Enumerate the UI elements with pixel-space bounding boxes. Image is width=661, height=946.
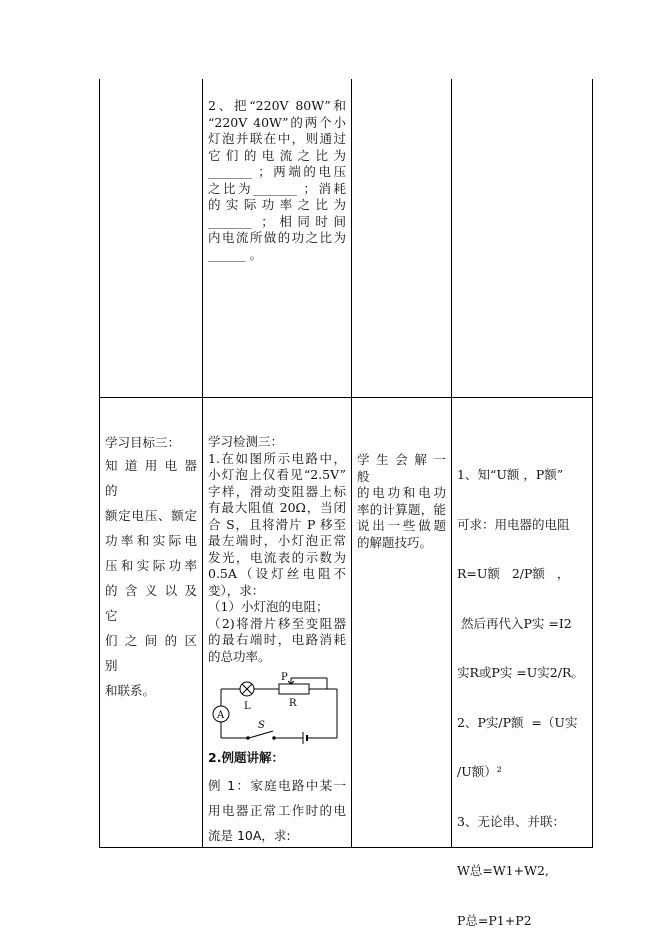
rheostat-symbol: [279, 684, 309, 694]
text-line: “220V 40W”的两个小: [208, 114, 346, 130]
text-line: 流是 10A，求:: [208, 828, 291, 843]
circuit-diagram: [207, 672, 345, 746]
slider-label: P: [281, 672, 288, 683]
table-row-divider: [99, 397, 593, 398]
text-line: 例 1：家庭电路中某一: [208, 778, 346, 793]
table-divider-2: [351, 79, 352, 848]
ammeter-label: A: [217, 710, 225, 721]
text-line: 率的计算题，能: [357, 501, 446, 517]
text-line: 3、无论串、并联：: [457, 813, 565, 829]
text-line: 合 S，且将滑片 P 移至: [208, 516, 346, 532]
table-divider-3: [451, 79, 452, 848]
switch-symbol: [249, 731, 273, 738]
text-line: R=U额 2/P额 ，: [457, 566, 570, 581]
text-line: 0.5A（设灯丝电阻不: [208, 566, 346, 581]
text-line: （1）小灯泡的电阻；: [208, 599, 329, 614]
formula-notes-cell: [457, 434, 589, 946]
text-line: 们 之 间 的 区 别: [105, 633, 197, 673]
text-line: 压和实际功率: [105, 558, 197, 573]
text-line: 学 生 会 解 一 般: [357, 452, 446, 484]
learning-check-cell: [208, 434, 346, 665]
lamp-label: L: [244, 701, 251, 712]
text-line: 实R或P实 =U实2/R。: [457, 665, 584, 680]
text-line: 说出一些做题: [357, 518, 446, 533]
text-line: _______ ；两端的电压: [208, 164, 346, 179]
text-line: 内电流所做的功之比为: [208, 230, 346, 245]
text-line: （2)将滑片移至变阻器: [208, 615, 346, 631]
text-line: 的解题技巧。: [357, 534, 433, 550]
text-line: 发光，电流表的示数为: [208, 549, 346, 565]
rheostat-label: R: [289, 698, 297, 709]
text-line: 字样，滑动变阻器上标: [208, 483, 346, 499]
text-line: 功率和实际电: [105, 533, 197, 548]
text-line: 的 含 义 以 及 它: [105, 583, 197, 623]
text-line: 2、把“220V 80W”和: [208, 98, 346, 113]
text-line: 可求：用电器的电阻: [457, 516, 570, 532]
text-line: 小灯泡上仅看见“2.5V”: [208, 467, 346, 482]
text-line: 的 实 际 功 率 之 比 为: [208, 197, 346, 212]
text-line: /U额）²: [457, 764, 502, 779]
example-section: [208, 748, 346, 848]
switch-label: S: [258, 720, 265, 731]
objective-heading: 学习目标三：: [105, 435, 181, 450]
text-line: 用电器正常工作时的电: [208, 803, 346, 818]
table-border-left: [99, 79, 100, 848]
learning-objective-cell: [105, 433, 197, 703]
row1-exercise-cell: [208, 98, 346, 263]
text-line: 2、P实/P额 =（U实: [457, 714, 578, 730]
text-line: _______ ；相同时间: [208, 213, 346, 229]
text-line: 然后再代入P实 =I2: [457, 615, 572, 631]
text-line: 和联系。: [105, 683, 156, 698]
text-line: 最左端时，小灯泡正常: [208, 533, 346, 548]
text-line: 的最右端时，电路消耗: [208, 632, 346, 647]
example-heading: 2.例题讲解：: [208, 750, 284, 765]
text-line: 灯泡并联在中，则通过: [208, 131, 346, 146]
text-line: 变），求：: [208, 582, 265, 598]
text-line: 有最大阻值 20Ω，当闭: [208, 500, 346, 515]
text-line: 之比为_______ ；消耗: [208, 180, 346, 196]
text-line: 它 们 的 电 流 之 比 为: [208, 147, 346, 163]
text-line: 的电功和电功: [357, 485, 446, 500]
text-line: 知 道 用 电 器 的: [105, 458, 197, 498]
table-divider-1: [202, 79, 203, 848]
text-line: P总=P1+P2: [457, 912, 532, 928]
text-line: 1.在如图所示电路中，: [208, 450, 346, 466]
text-line: 额定电压、额定: [105, 508, 197, 523]
text-line: W总=W1+W2,: [457, 863, 549, 878]
check-heading: 学习检测三：: [208, 434, 284, 449]
text-line: ______ 。: [208, 246, 262, 262]
text-line: 的总功率。: [208, 648, 271, 664]
student-outcome-cell: [357, 452, 446, 551]
table-border-right: [592, 79, 593, 848]
text-line: 1、知“U额 ，P额”: [457, 467, 564, 482]
